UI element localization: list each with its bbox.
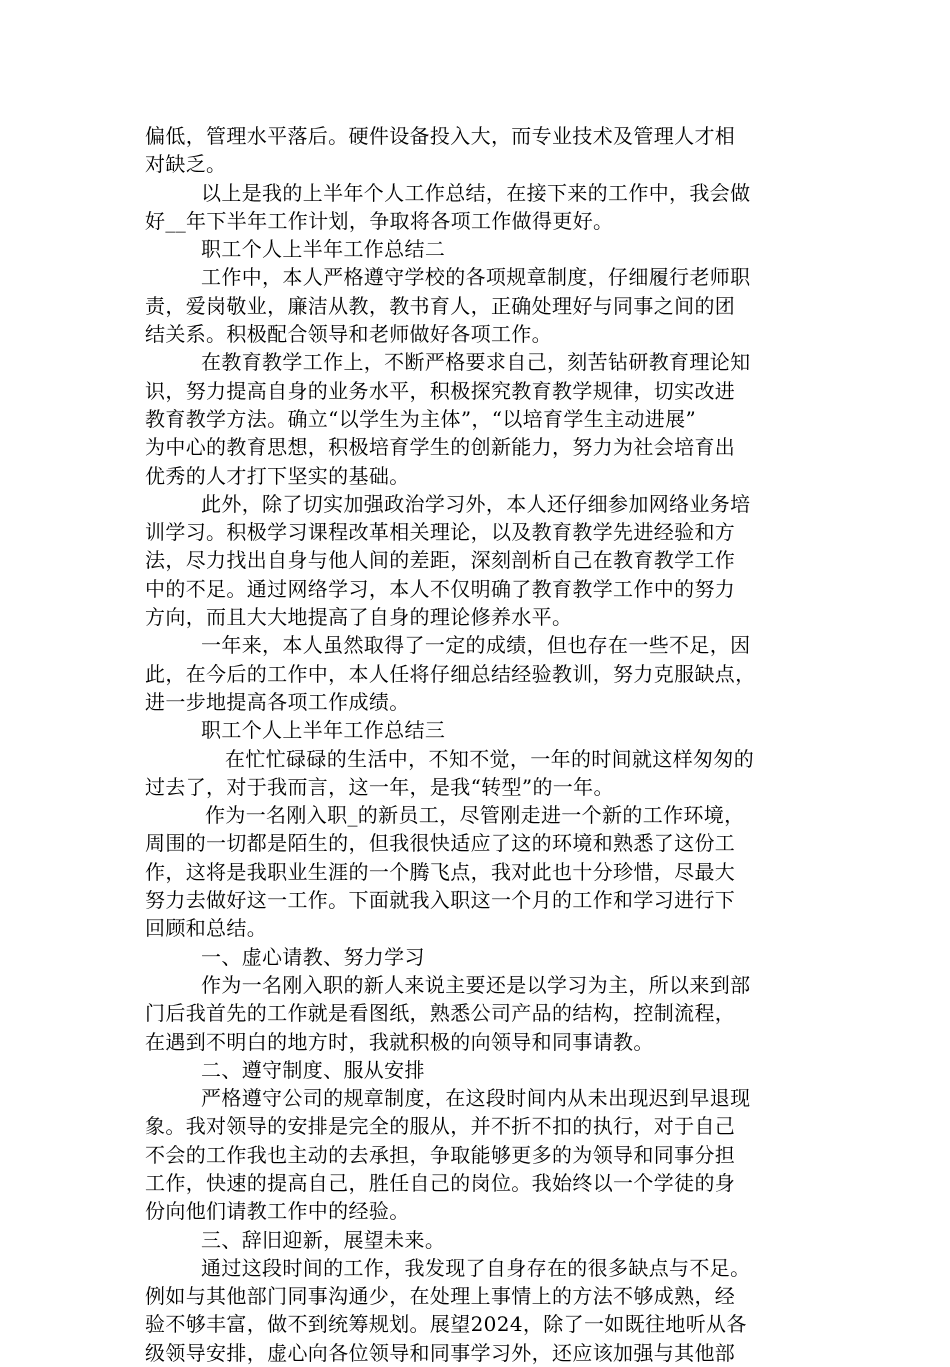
text-line: 结关系。积极配合领导和老师做好各项工作。 [145, 322, 552, 347]
paragraph-start: 一年来，本人虽然取得了一定的成绩，但也存在一些不足，因 [201, 633, 751, 658]
text-line: 例如与其他部门同事沟通少，在处理上事情上的方法不够成熟，经 [145, 1284, 736, 1309]
paragraph-start: 以上是我的上半年个人工作总结，在接下来的工作中，我会做 [201, 180, 751, 205]
paragraph-start: 在教育教学工作上，不断严格要求自己，刻苦钻研教育理论知 [201, 350, 751, 375]
text-line: 验不够丰富，做不到统筹规划。展望2024，除了一如既往地听从各 [145, 1312, 747, 1337]
paragraph-start: 此外，除了切实加强政治学习外，本人还仔细参加网络业务培 [201, 491, 751, 516]
text-line: 方向，而且大大地提高了自身的理论修养水平。 [145, 605, 573, 630]
text-line: 工作，快速的提高自己，胜任自己的岗位。我始终以一个学徒的身 [145, 1170, 736, 1195]
section-heading: 职工个人上半年工作总结三 [201, 718, 446, 743]
text-line: 回顾和总结。 [145, 916, 268, 941]
text-line: 不会的工作我也主动的去承担，争取能够更多的为领导和同事分担 [145, 1142, 736, 1167]
text-line: 象。我对领导的安排是完全的服从，并不折不扣的执行，对于自己 [145, 1114, 736, 1139]
text-line: 教育教学方法。确立“以学生为主体”，“以培育学生主动进展” [145, 406, 697, 431]
paragraph-start: 严格遵守公司的规章制度，在这段时间内从未出现迟到早退现 [201, 1086, 751, 1111]
text-line: 周围的一切都是陌生的，但我很快适应了这的环境和熟悉了这份工 [145, 831, 736, 856]
paragraph-start: 工作中，本人严格遵守学校的各项规章制度，仔细履行老师职 [201, 265, 751, 290]
text-line: 训学习。积极学习课程改革相关理论，以及教育教学先进经验和方 [145, 520, 736, 545]
section-subheading: 三、辞旧迎新，展望未来。 [201, 1227, 446, 1252]
text-line: 级领导安排，虚心向各位领导和同事学习外，还应该加强与其他部 [145, 1340, 736, 1365]
paragraph-start: 通过这段时间的工作，我发现了自身存在的很多缺点与不足。 [201, 1255, 751, 1280]
text-line: 过去了，对于我而言，这一年，是我“转型”的一年。 [145, 774, 614, 799]
text-line: 中的不足。通过网络学习，本人不仅明确了教育教学工作中的努力 [145, 576, 736, 601]
text-line: 好__年下半年工作计划，争取将各项工作做得更好。 [145, 208, 614, 233]
text-line: 为中心的教育思想，积极培育学生的创新能力，努力为社会培育出 [145, 435, 736, 460]
text-line: 法，尽力找出自身与他人间的差距，深刻剖析自己在教育教学工作 [145, 548, 736, 573]
text-line: 优秀的人才打下坚实的基础。 [145, 463, 410, 488]
text-line: 在遇到不明白的地方时，我就积极的向领导和同事请教。 [145, 1029, 654, 1054]
paragraph-start: 在忙忙碌碌的生活中，不知不觉，一年的时间就这样匆匆的 [225, 746, 755, 771]
text-line: 此，在今后的工作中，本人任将仔细总结经验教训，努力克服缺点， [145, 661, 756, 686]
section-subheading: 一、虚心请教、努力学习 [201, 944, 425, 969]
text-line: 识，努力提高自身的业务水平，积极探究教育教学规律，切实改进 [145, 378, 736, 403]
document-body [145, 122, 815, 1367]
text-line: 责，爱岗敬业，廉洁从教，教书育人，正确处理好与同事之间的团 [145, 293, 736, 318]
text-line: 作，这将是我职业生涯的一个腾飞点，我对此也十分珍惜，尽最大 [145, 859, 736, 884]
text-line: 进一步地提高各项工作成绩。 [145, 689, 410, 714]
text-line: 份向他们请教工作中的经验。 [145, 1199, 410, 1224]
section-subheading: 二、遵守制度、服从安排 [201, 1057, 425, 1082]
text-line: 门后我首先的工作就是看图纸，熟悉公司产品的结构，控制流程， [145, 1001, 736, 1026]
text-line: 对缺乏。 [145, 152, 227, 177]
paragraph-start: 作为一名刚入职_的新员工，尽管刚走进一个新的工作环境， [205, 803, 745, 828]
text-line: 努力去做好这一工作。下面就我入职这一个月的工作和学习进行下 [145, 888, 736, 913]
paragraph-start: 作为一名刚入职的新人来说主要还是以学习为主，所以来到部 [201, 972, 751, 997]
section-heading: 职工个人上半年工作总结二 [201, 237, 446, 262]
text-line: 偏低，管理水平落后。硬件设备投入大，而专业技术及管理人才相 [145, 124, 736, 148]
